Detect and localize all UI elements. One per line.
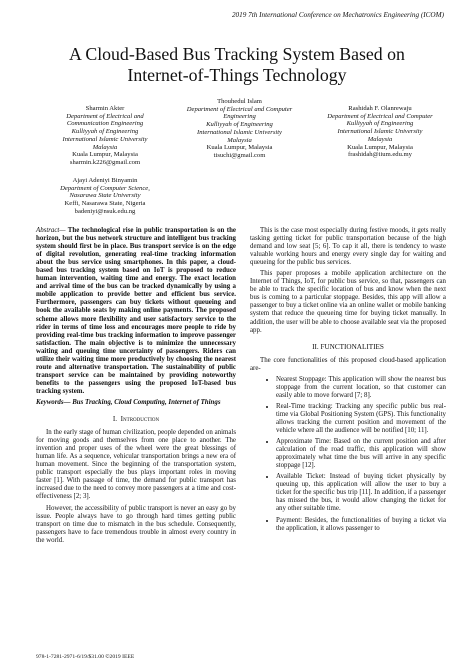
author-affiliation: Department of Computer Science, <box>60 184 150 192</box>
title-line-1: A Cloud-Based Bus Tracking System Based on <box>69 44 405 64</box>
left-column <box>36 227 236 548</box>
list-item: • Available Ticket: Instead of buying ticket physically by queuing up, this application will allow the user to buy a ticket for the specific bus trip [11]. In addition, if a passenger has missed the bus, it would allow changing the ticket for any other suitable time. <box>276 473 446 513</box>
intro-paragraph-1: In the early stage of human civilization, people depended on animals for moving goods and themselves from one place to another. The invention and proper uses of the wheel were the great blessings of human life. As a sequence, vehicular transportation brings a new era of human movement. Since the beginning of the transportation system, public transport especially the bus plays important roles in moving faster [1]. With passage of time, the demand for public transport has increased due to the need to convey more passengers at a time and cost-effectiveness [2; 3]. <box>36 429 236 501</box>
list-item: • Payment: Besides, the functionalities of buying a ticket via the application, it allows passenger to <box>276 517 446 533</box>
author-block-1 <box>40 105 170 167</box>
author-affiliation: Kulliyyah of Engineering <box>346 120 414 128</box>
list-item: • Real-Time tracking: Tracking any specific public bus real-time via Global Positioning System (GPS). This functionality allows tracking the current position and movement of the vehicle where all the audience will be notified [10; 11]. <box>276 403 446 435</box>
title-line-2: Internet-of-Things Technology <box>127 65 347 85</box>
keywords-label: Keywords— <box>36 398 71 406</box>
body-paragraph-1: This is the case most especially during festive moods, it gets really tasking getting ticket for public transportation because of the high demand and low seat [5; 6]. To cap it all, there is tendency to waste valuable working hours and energy every single day for waiting and queueing for the public bus services. <box>250 227 446 267</box>
author-email[interactable]: frashidah@iium.edu.my <box>348 151 412 159</box>
author-affiliation: Department of Electrical and Computer <box>327 112 433 120</box>
author-affiliation: Malaysia <box>92 143 118 151</box>
author-email[interactable]: badeniyi@nsuk.edu.ng <box>74 207 136 215</box>
section-title: Introduction <box>120 415 160 424</box>
body-paragraph-2: This paper proposes a mobile application architecture on the Internet of Things, IoT, for public bus service, so that, passengers can be able to track the specific location of bus and know when the next bus is coming to a particular stoppage. Besides, this app will allow a passenger to buy a ticket online via an online wallet or mobile banking system that reduce the queueing time for buying ticket manually. In addition, the user will be able to choose available seat via the proposed app. <box>250 270 446 334</box>
author-affiliation: Malaysia <box>367 135 393 143</box>
author-affiliation: Nasarawa State University <box>69 192 141 200</box>
copyright-footer: 978-1-7281-2971-6/19/$31.00 ©2019 IEEE <box>36 654 135 660</box>
conference-header: 2019 7th International Conference on Mechatronics Engineering (ICOM) <box>231 11 444 19</box>
author-affiliation: Malaysia <box>227 136 252 144</box>
author-city: Keffi, Nasarawa State, Nigeria <box>64 200 146 208</box>
author-block-4 <box>40 177 170 216</box>
author-block-3 <box>310 105 450 159</box>
abstract <box>36 227 236 396</box>
author-affiliation: Kulliyyah of Engineering <box>71 128 139 136</box>
author-email[interactable]: tisuchi@gmail.com <box>213 151 266 159</box>
right-column <box>250 227 446 536</box>
section-heading-functionalities: II. FUNCTIONALITIES <box>312 342 384 351</box>
abstract-text: The technological rise in public transportation is on the horizon, but the bus network structure and intelligent bus tracking system should first be in place. Bus transport service is on the edge of digital revolution, generating real-time tracking information about the bus service using smartphones. In this paper, a cloud-based bus tracking system based on IoT is proposed to reduce human intervention, waiting time and energy. The exact location and arrival time of the bus can be tracked dynamically by using a mobile application to provide better and efficient bus service. Furthermore, passengers can buy tickets without queueing and book the available seats by making online payments. The proposed scheme allows more flexibility and user satisfactory service to the rider in terms of time loss and encourages more people to ride by providing real-time bus tracking information to improve passenger satisfaction. The main objective is to minimize the unnecessary waiting and queuing time uncertainty of passengers. Riders can utilize their waiting time more productively by choosing the nearest route and alternative transportation. The sustainability of public transport service can be maintained by providing noteworthy benefits to the passengers using the proposed IoT-based bus tracking system. <box>36 227 236 395</box>
author-name: Ajayi Adeniyi Binyamin <box>72 177 138 184</box>
paper-title <box>0 44 474 86</box>
author-name: Sharmin Akter <box>85 105 125 112</box>
keywords-text: Bus Tracking, Cloud Computing, Internet of Things <box>70 398 221 406</box>
author-city: Kuala Lumpur, Malaysia <box>347 143 413 151</box>
functionalities-intro: The core functionalities of this proposed cloud-based application are- <box>250 356 446 372</box>
list-item: • Approximate Time: Based on the current position and after calculation of the road traffic, this application will show approximately what time the bus will arrive in any specific stoppage [12]. <box>276 438 446 470</box>
author-affiliation: Engineering <box>223 113 256 121</box>
section-heading-introduction <box>36 415 236 423</box>
author-name: Thouhedul Islam <box>217 98 262 105</box>
author-affiliation: International Islamic University <box>197 128 282 136</box>
list-item: • Nearest Stoppage: This application will show the nearest bus stoppage from the current location, so that customer can easily able to move forward [7; 8]. <box>276 376 446 400</box>
intro-paragraph-2: However, the accessibility of public transport is never an easy go by issue. People always have to go through hard times getting public transport on time due to mismatch in the bus schedule. Consequently, passengers have to face tremendous trouble in almost every country in the world. <box>36 504 236 544</box>
author-name: Rashidah F. Olanrewaju <box>348 105 412 112</box>
author-affiliation: Department of Electrical and <box>66 112 144 120</box>
author-block-2 <box>172 98 307 160</box>
author-affiliation: International Islamic University <box>337 128 423 136</box>
author-affiliation: Communication Engineering <box>66 120 144 128</box>
author-affiliation: International Islamic University <box>62 135 148 143</box>
author-affiliation: Department of Electrical and Computer <box>186 105 293 113</box>
section-number: I. <box>112 415 118 424</box>
author-affiliation: Kulliyyah of Engineering <box>206 121 273 129</box>
author-email[interactable]: sharmin.k226@gmail.com <box>69 158 141 166</box>
abstract-label: Abstract— <box>36 227 66 234</box>
keywords <box>36 399 236 407</box>
functionalities-list <box>250 376 446 533</box>
author-city: Kuala Lumpur, Malaysia <box>72 151 138 159</box>
author-city: Kuala Lumpur, Malaysia <box>206 144 273 152</box>
